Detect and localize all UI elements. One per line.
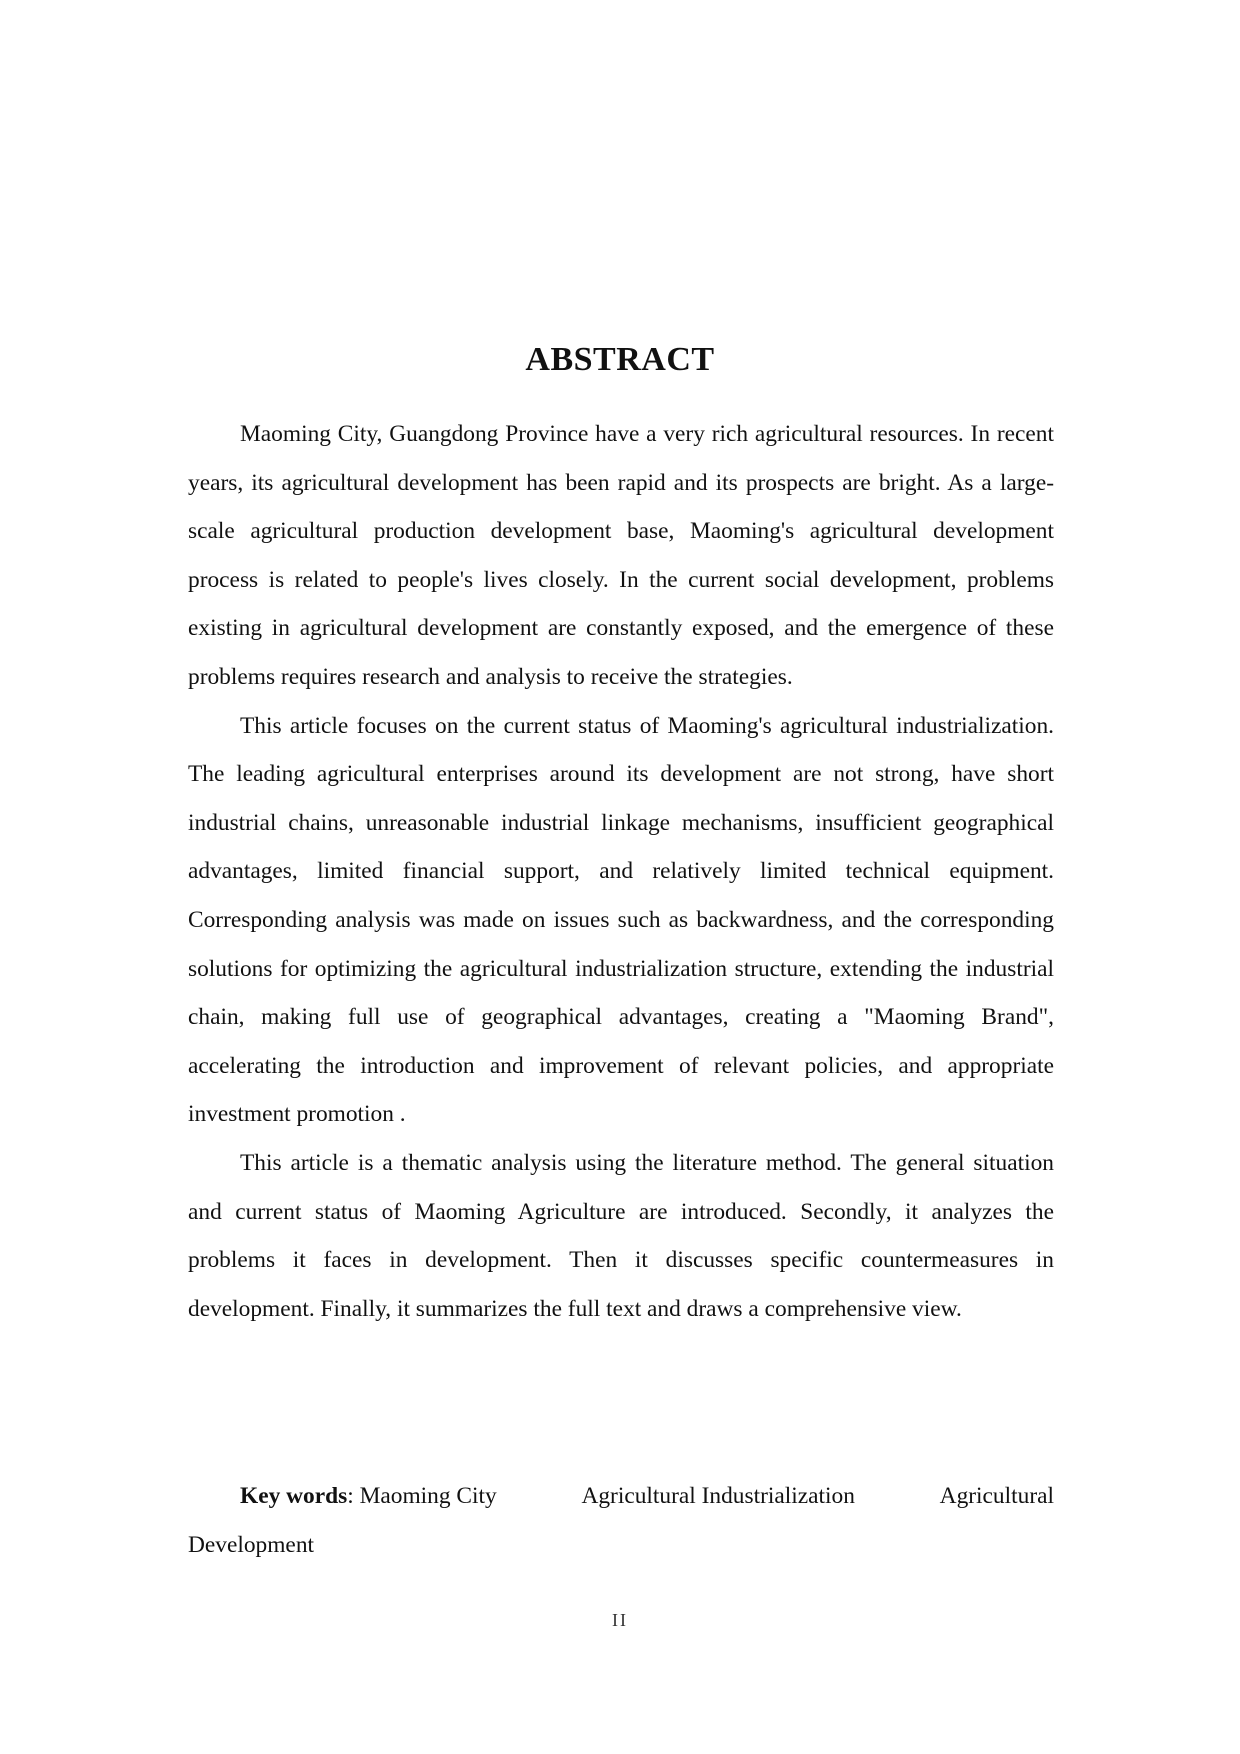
keywords-section (188, 1472, 1054, 1569)
keyword-1: Maoming City (359, 1483, 497, 1509)
paragraph-1: Maoming City, Guangdong Province have a very rich agricultural resources. In recent years, its agricultural development has been rapid and its prospects are bright. As a large-scale agricultural production development base, Maoming's agricultural development process is related to people's lives closely. In the current social development, problems existing in agricultural development are constantly exposed, and the emergence of these problems requires research and analysis to receive the strategies. (188, 421, 1054, 690)
paragraph-3: This article is a thematic analysis using the literature method. The general situation and current status of Maoming Agriculture are introduced. Secondly, it analyzes the problems it faces in development. Then it discusses specific countermeasures in development. Finally, it summarizes the full text and draws a comprehensive view. (188, 1149, 1054, 1322)
keywords-first (240, 1472, 497, 1521)
keyword-3: Agricultural (939, 1483, 1054, 1509)
page-number: II (612, 1610, 628, 1630)
keyword-continuation: Development (188, 1531, 315, 1558)
paragraph-2: This article focuses on the current status of Maoming's agricultural industrialization. The leading agricultural enterprises around its development are not strong, have short industrial chains, unreasonable industrial linkage mechanisms, insufficient geographical advantages, limited financial support, and relatively limited technical equipment. Corresponding analysis was made on issues such as backwardness, and the corresponding solutions for optimizing the agricultural industrialization structure, extending the industrial chain, making full use of geographical advantages, creating a "Maoming Brand", accelerating the introduction and improvement of relevant policies, and appropriate investment promotion . (188, 712, 1054, 1128)
keywords-label: Key words (240, 1483, 348, 1509)
abstract-title: ABSTRACT (525, 341, 715, 378)
abstract-body (188, 410, 1054, 1333)
keyword-2: Agricultural Industrialization (581, 1483, 855, 1509)
keywords-line (188, 1472, 1054, 1521)
keywords-separator: : (347, 1483, 354, 1509)
